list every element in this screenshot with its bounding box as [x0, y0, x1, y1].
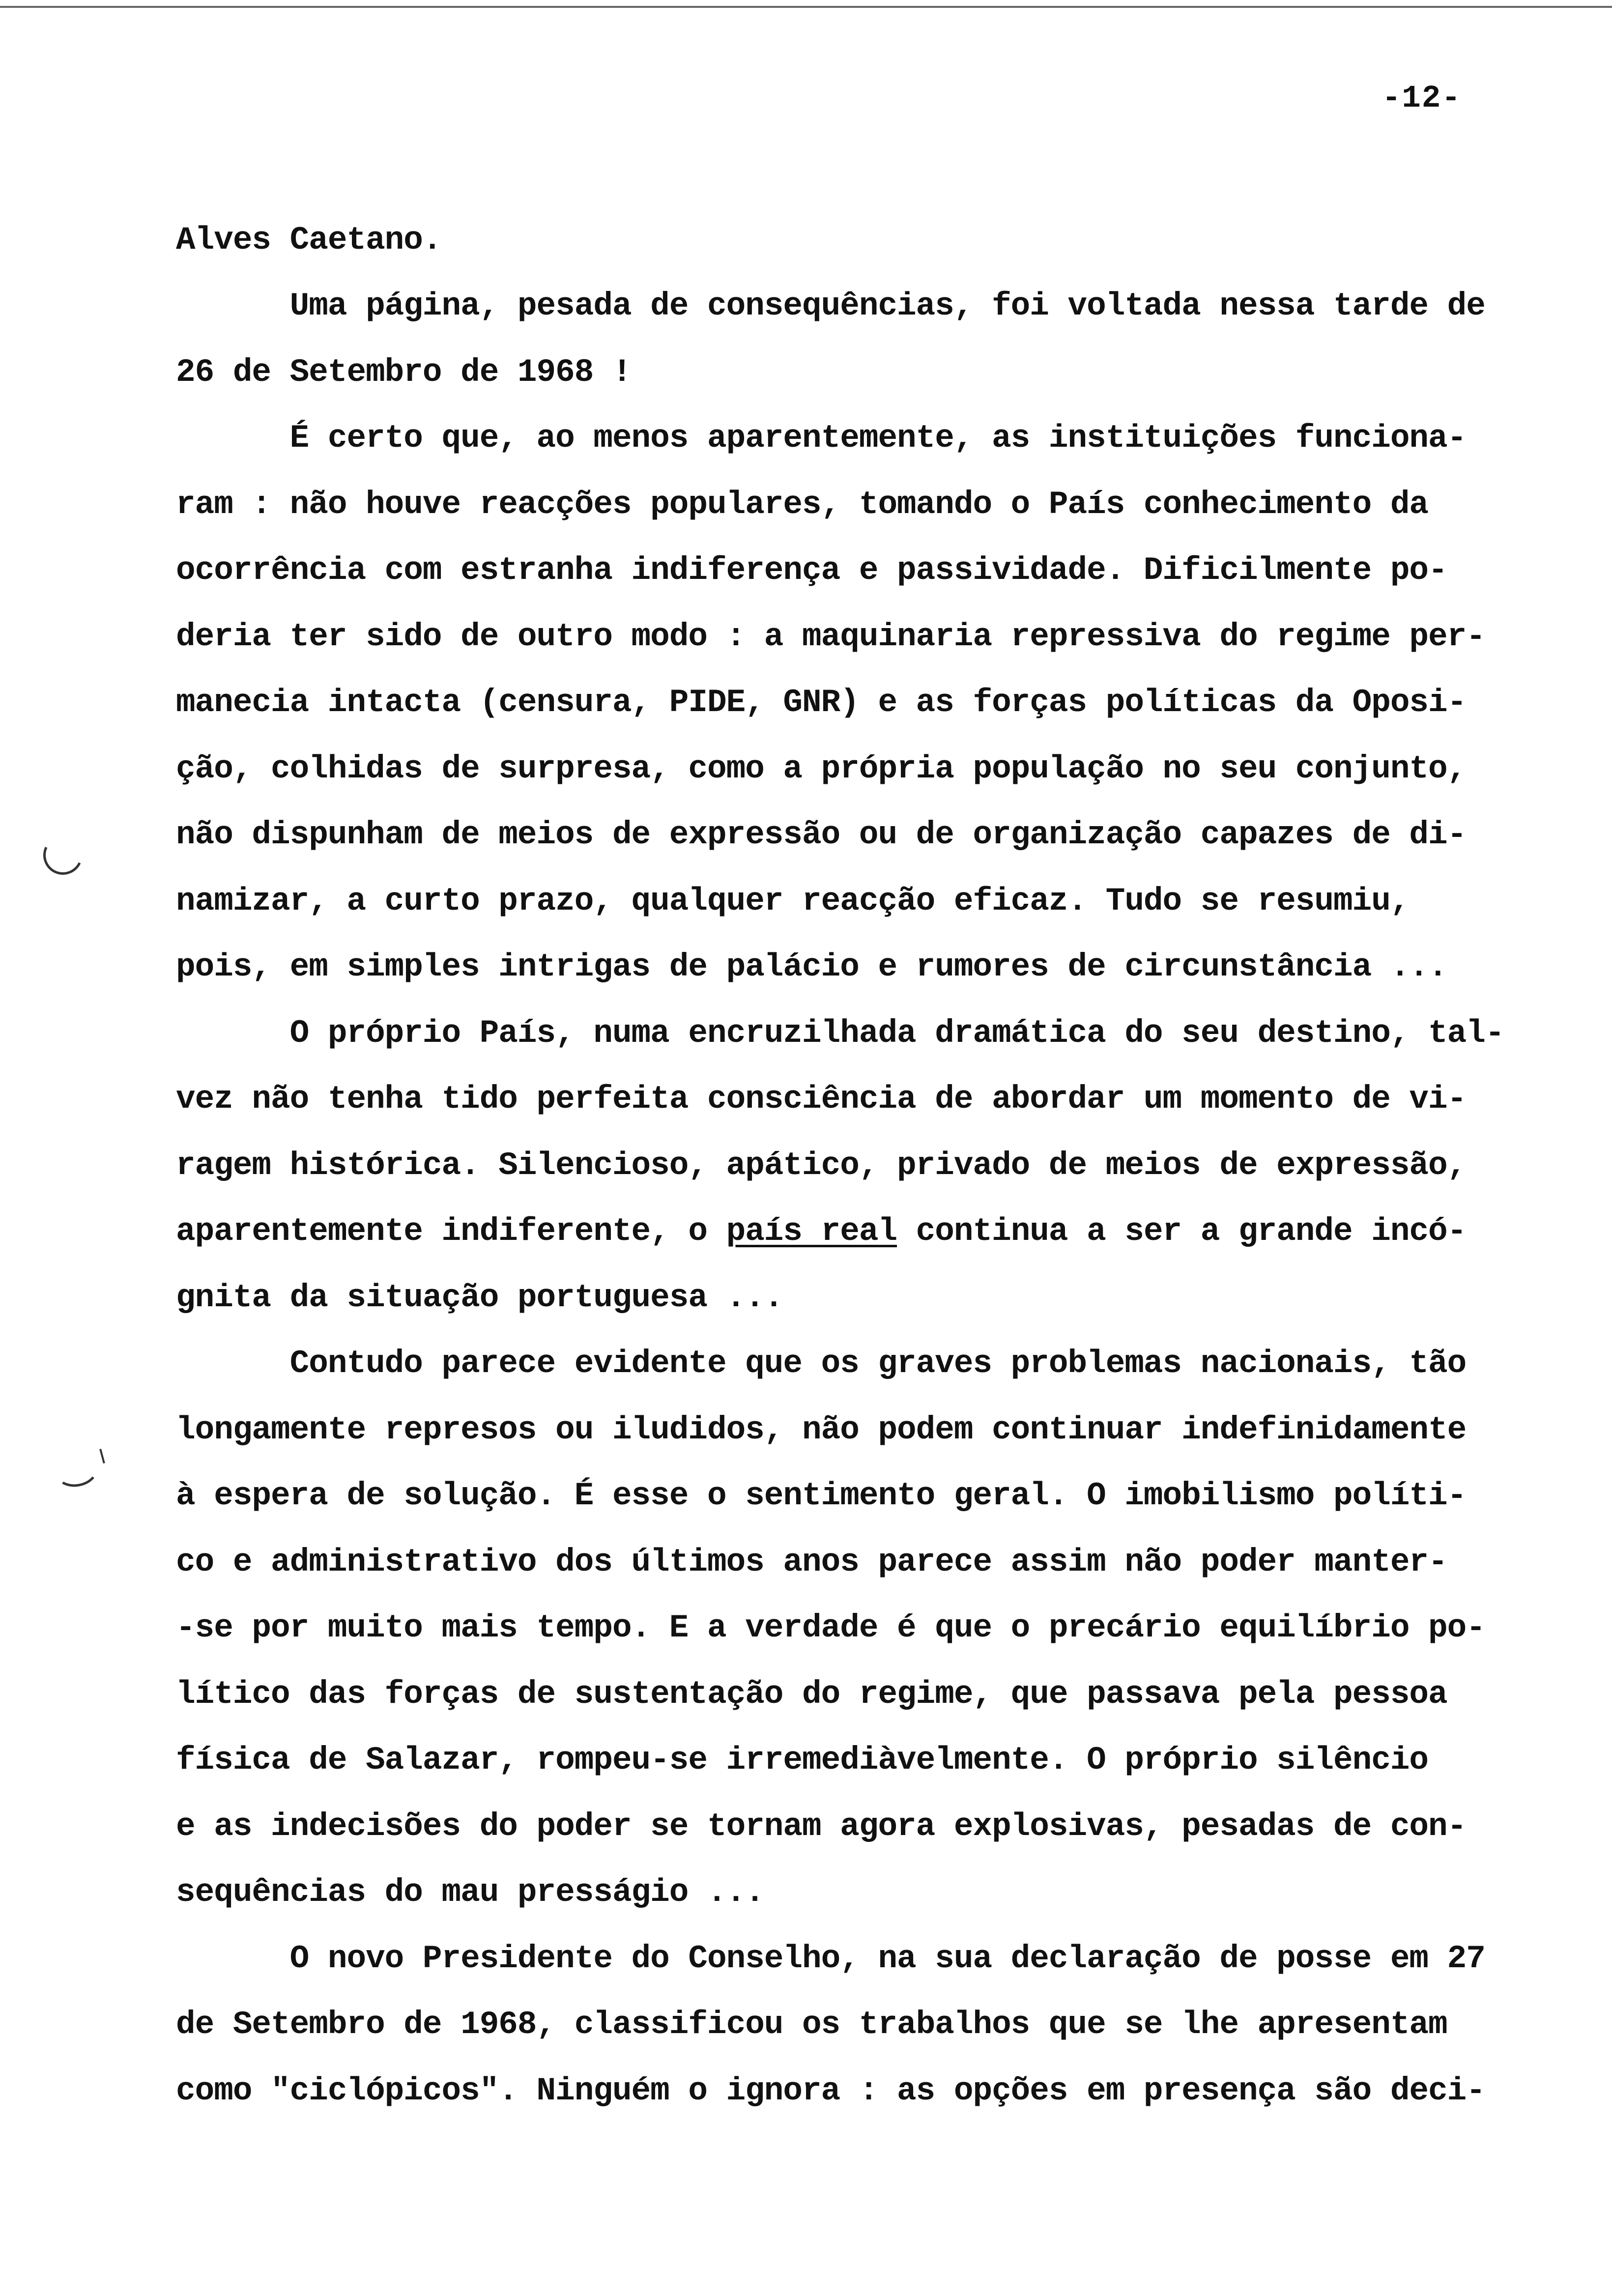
text-line: física de Salazar, rompeu-se irremediàvelmente. O próprio silêncio — [176, 1742, 1429, 1779]
page-number: -12- — [1382, 81, 1462, 116]
top-rule — [0, 6, 1612, 8]
text-line: deria ter sido de outro modo : a maquinaria repressiva do regime per- — [176, 618, 1485, 655]
margin-pencil-mark — [38, 830, 88, 881]
text-line: vez não tenha tido perfeita consciência de abordar um momento de vi- — [176, 1081, 1467, 1118]
text-line: Contudo parece evidente que os graves problemas nacionais, tão — [176, 1345, 1467, 1382]
text-line: sequências do mau presságio ... — [176, 1874, 764, 1911]
text-line: 26 de Setembro de 1968 ! — [176, 354, 632, 391]
text-line: co e administrativo dos últimos anos parece assim não poder manter- — [176, 1544, 1447, 1580]
text-segment: continua a ser a grande incó- — [897, 1213, 1467, 1250]
text-line: pois, em simples intrigas de palácio e rumores de circunstância ... — [176, 948, 1447, 985]
text-line: manecia intacta (censura, PIDE, GNR) e as forças políticas da Oposi- — [176, 684, 1467, 721]
text-line: namizar, a curto prazo, qualquer reacção eficaz. Tudo se resumiu, — [176, 883, 1410, 919]
margin-pencil-tick — [99, 1449, 105, 1464]
margin-pencil-mark — [52, 1449, 101, 1491]
text-line: ragem histórica. Silencioso, apático, privado de meios de expressão, — [176, 1147, 1467, 1184]
text-line: à espera de solução. É esse o sentimento geral. O imobilismo políti- — [176, 1477, 1467, 1514]
text-line: não dispunham de meios de expressão ou de organização capazes de di- — [176, 816, 1467, 853]
text-line: Uma página, pesada de consequências, foi voltada nessa tarde de — [176, 287, 1485, 324]
text-line: longamente represos ou iludidos, não podem continuar indefinidamente — [176, 1411, 1467, 1448]
text-line: ocorrência com estranha indiferença e passividade. Dificilmente po- — [176, 552, 1447, 589]
text-line: O novo Presidente do Conselho, na sua declaração de posse em 27 — [176, 1940, 1485, 1977]
text-line: como "ciclópicos". Ninguém o ignora : as opções em presença são deci- — [176, 2072, 1485, 2109]
text-line: ram : não houve reacções populares, tomando o País conhecimento da — [176, 486, 1429, 523]
text-line: -se por muito mais tempo. E a verdade é que o precário equilíbrio po- — [176, 1609, 1485, 1646]
text-line: gnita da situação portuguesa ... — [176, 1279, 783, 1316]
text-line: e as indecisões do poder se tornam agora explosivas, pesadas de con- — [176, 1808, 1467, 1845]
text-segment: aparentemente indiferente, o — [176, 1213, 726, 1250]
text-line: Alves Caetano. — [176, 222, 442, 258]
text-line: lítico das forças de sustentação do regime, que passava pela pessoa — [176, 1676, 1447, 1713]
text-line: ção, colhidas de surpresa, como a própria população no seu conjunto, — [176, 750, 1467, 787]
text-line — [176, 1215, 1552, 1248]
underlined-phrase: país real — [726, 1213, 897, 1250]
text-line: O próprio País, numa encruzilhada dramática do seu destino, tal- — [176, 1015, 1504, 1052]
text-line: É certo que, ao menos aparentemente, as instituições funciona- — [176, 420, 1467, 457]
text-line: de Setembro de 1968, classificou os trabalhos que se lhe apresentam — [176, 2006, 1447, 2043]
